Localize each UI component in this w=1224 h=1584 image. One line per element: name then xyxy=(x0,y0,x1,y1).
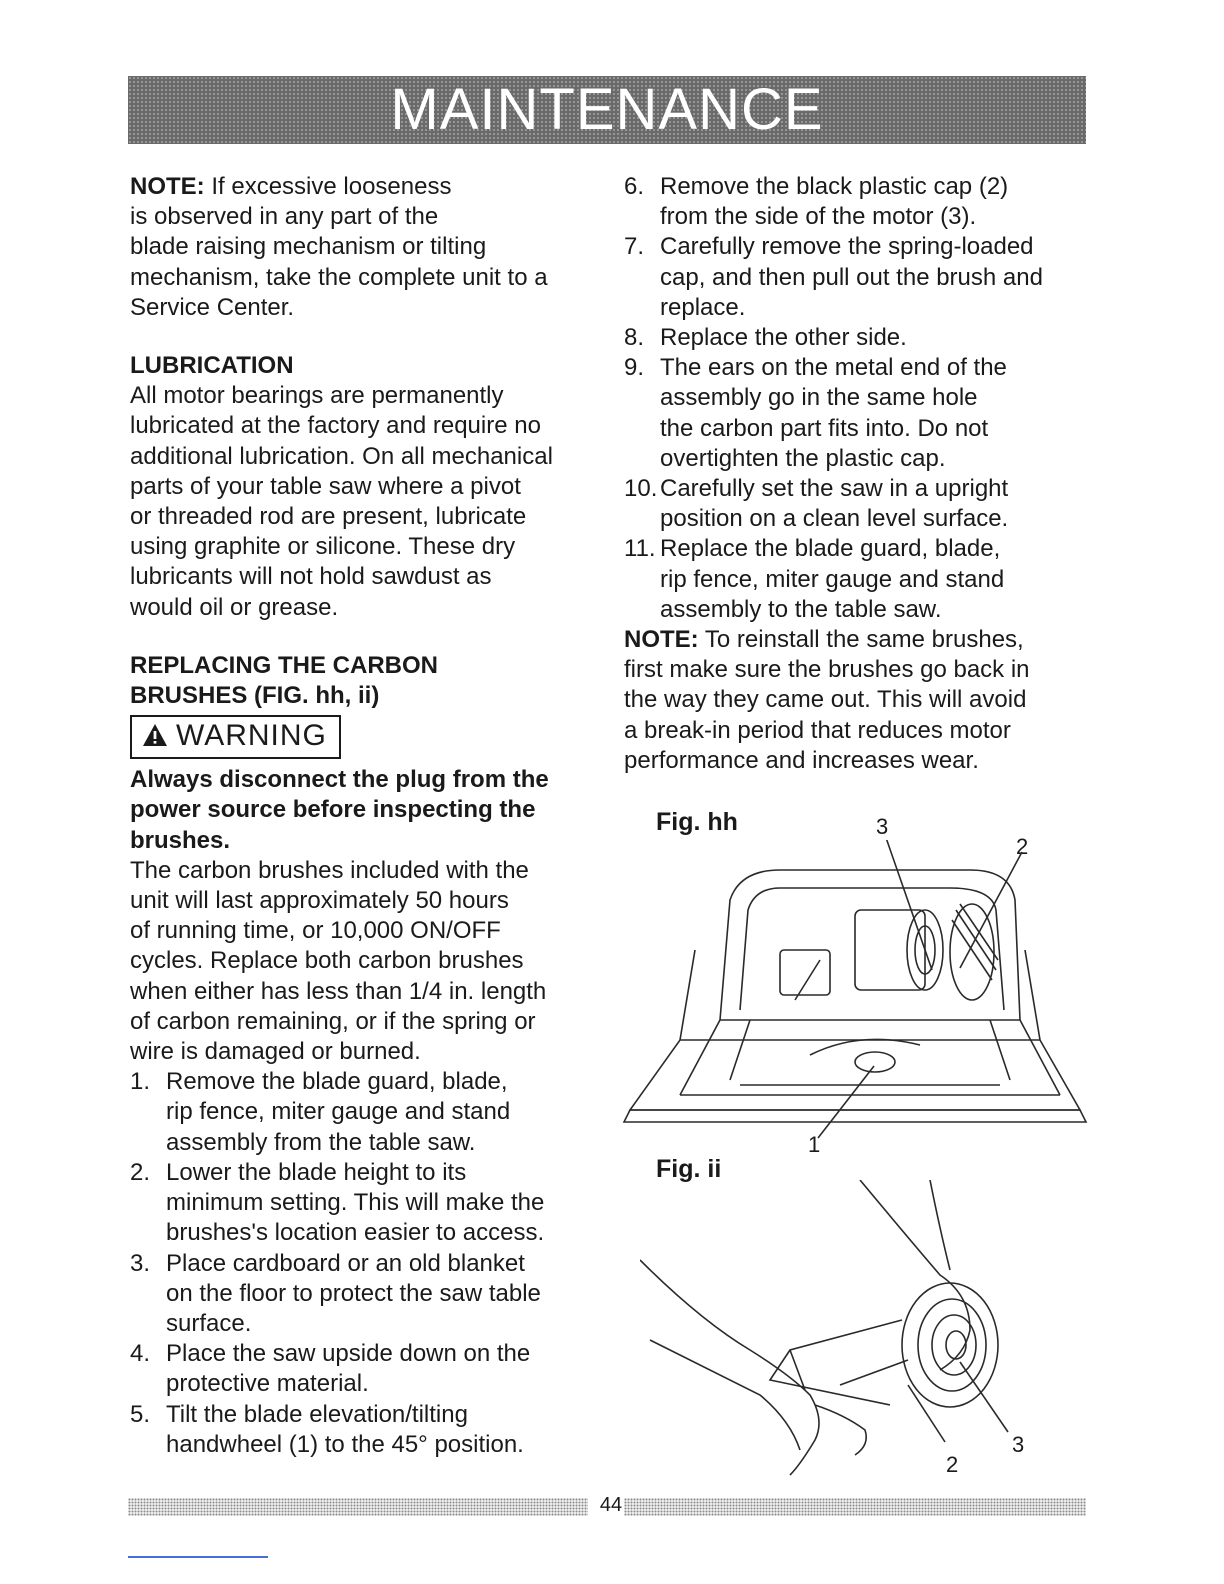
note-paragraph xyxy=(130,172,600,323)
edge-mark xyxy=(128,1556,268,1558)
callout-2: 2 xyxy=(1016,834,1029,859)
right-column xyxy=(624,172,1094,776)
step-line: protective material. xyxy=(166,1370,369,1398)
step-line: on the floor to protect the saw table xyxy=(166,1279,541,1307)
text-line: lubricated at the factory and require no xyxy=(130,412,541,440)
note-line: If excessive looseness xyxy=(204,173,452,200)
list-item xyxy=(130,1249,600,1340)
step-line: brushes's location easier to access. xyxy=(166,1219,545,1247)
heading-line: REPLACING THE CARBON xyxy=(130,651,439,679)
warning-box xyxy=(130,715,341,759)
text-line: wire is damaged or burned. xyxy=(130,1038,421,1066)
heading-line: BRUSHES (FIG. hh, ii) xyxy=(130,682,380,710)
text-line: The carbon brushes included with the xyxy=(130,856,529,884)
step-number: 2. xyxy=(130,1158,151,1186)
text-line: additional lubrication. On all mechanical xyxy=(130,442,553,470)
note-line: a break-in period that reduces motor xyxy=(624,716,1011,744)
text-line: when either has less than 1/4 in. length xyxy=(130,977,547,1005)
step-number: 9. xyxy=(624,354,645,382)
text-line: parts of your table saw where a pivot xyxy=(130,472,521,500)
footer-rule-right xyxy=(624,1498,1086,1516)
note-line: To reinstall the same brushes, xyxy=(698,626,1024,654)
text-line: lubricants will not hold sawdust as xyxy=(130,563,492,591)
warning-line: power source before inspecting the xyxy=(130,796,536,824)
replacing-heading xyxy=(130,651,600,711)
callout-3: 3 xyxy=(876,814,889,839)
note-line: blade raising mechanism or tilting xyxy=(130,233,487,261)
note-line: is observed in any part of the xyxy=(130,203,439,231)
step-line: Lower the blade height to its xyxy=(166,1158,467,1186)
note-line: mechanism, take the complete unit to a xyxy=(130,263,548,291)
list-item xyxy=(624,323,1094,353)
step-line: The ears on the metal end of the xyxy=(660,354,1007,382)
steps-list-right xyxy=(624,172,1094,625)
callout-1: 1 xyxy=(808,1132,821,1157)
step-number: 6. xyxy=(624,173,645,200)
text-line: using graphite or silicone. These dry xyxy=(130,533,516,561)
brush-removal-illustration xyxy=(640,1180,1040,1480)
warning-line: Always disconnect the plug from the xyxy=(130,766,549,794)
list-item xyxy=(624,232,1094,323)
step-number: 11. xyxy=(624,535,656,563)
text-line: would oil or grease. xyxy=(130,593,339,621)
step-line: minimum setting. This will make the xyxy=(166,1189,545,1217)
step-number: 8. xyxy=(624,324,645,352)
list-item xyxy=(130,1158,600,1249)
step-number: 4. xyxy=(130,1340,151,1368)
step-line: Replace the other side. xyxy=(660,324,907,352)
step-line: position on a clean level surface. xyxy=(660,505,1009,533)
warning-line: brushes. xyxy=(130,826,231,854)
list-item xyxy=(130,1400,600,1460)
step-line: from the side of the motor (3). xyxy=(660,203,977,231)
step-line: the carbon part fits into. Do not xyxy=(660,414,989,442)
page-number: 44 xyxy=(599,1494,623,1516)
note-paragraph-right xyxy=(624,625,1094,776)
note-line: the way they came out. This will avoid xyxy=(624,686,1027,714)
step-line: Replace the blade guard, blade, xyxy=(660,535,1001,563)
warning-text xyxy=(130,765,600,856)
step-line: Place cardboard or an old blanket xyxy=(166,1249,525,1277)
lubrication-heading: LUBRICATION xyxy=(130,352,294,380)
step-number: 7. xyxy=(624,233,645,261)
step-line: Remove the black plastic cap (2) xyxy=(660,173,1009,200)
note-line: first make sure the brushes go back in xyxy=(624,656,1030,684)
step-number: 10. xyxy=(624,475,658,503)
step-number: 1. xyxy=(130,1068,151,1096)
figure-hh-label: Fig. hh xyxy=(656,808,738,836)
step-line: Tilt the blade elevation/tilting xyxy=(166,1400,468,1428)
note-label: NOTE: xyxy=(624,626,699,654)
step-line: assembly go in the same hole xyxy=(660,384,978,412)
step-line: surface. xyxy=(166,1309,252,1337)
text-line: unit will last approximately 50 hours xyxy=(130,887,509,915)
text-line: cycles. Replace both carbon brushes xyxy=(130,947,524,975)
warning-triangle-icon xyxy=(142,719,168,757)
step-line: Place the saw upside down on the xyxy=(166,1340,531,1368)
callout-2: 2 xyxy=(946,1452,959,1477)
step-number: 3. xyxy=(130,1249,151,1277)
warning-label: WARNING xyxy=(176,719,327,753)
left-column xyxy=(130,172,600,1460)
callout-3: 3 xyxy=(1012,1432,1025,1457)
lubrication-paragraph xyxy=(130,381,600,623)
footer-rule-left xyxy=(128,1498,588,1516)
step-line: assembly from the table saw. xyxy=(166,1128,476,1156)
step-line: Carefully remove the spring-loaded xyxy=(660,233,1034,261)
step-line: replace. xyxy=(660,293,746,321)
text-line: of running time, or 10,000 ON/OFF xyxy=(130,917,501,945)
list-item xyxy=(624,534,1094,625)
step-number: 5. xyxy=(130,1400,151,1428)
page-title: MAINTENANCE xyxy=(390,77,824,142)
list-item xyxy=(130,1067,600,1158)
table-saw-upside-down-illustration xyxy=(620,840,1100,1140)
step-line: rip fence, miter gauge and stand xyxy=(660,565,1005,593)
text-line: or threaded rod are present, lubricate xyxy=(130,503,527,531)
list-item xyxy=(624,474,1094,534)
header-banner xyxy=(128,76,1086,144)
step-line: Carefully set the saw in a upright xyxy=(660,475,1009,503)
steps-list-left xyxy=(130,1067,600,1460)
step-line: overtighten the plastic cap. xyxy=(660,444,946,472)
list-item xyxy=(130,1339,600,1399)
text-line: All motor bearings are permanently xyxy=(130,382,504,410)
list-item xyxy=(624,172,1094,232)
note-line: performance and increases wear. xyxy=(624,746,979,774)
note-label: NOTE: xyxy=(130,173,205,200)
step-line: handwheel (1) to the 45° position. xyxy=(166,1430,524,1458)
text-line: of carbon remaining, or if the spring or xyxy=(130,1007,536,1035)
step-line: cap, and then pull out the brush and xyxy=(660,263,1043,291)
step-line: rip fence, miter gauge and stand xyxy=(166,1098,511,1126)
figure-ii-label: Fig. ii xyxy=(656,1155,722,1183)
step-line: Remove the blade guard, blade, xyxy=(166,1068,508,1096)
list-item xyxy=(624,353,1094,474)
step-line: assembly to the table saw. xyxy=(660,595,942,623)
brushes-paragraph xyxy=(130,856,600,1067)
note-line: Service Center. xyxy=(130,293,295,321)
